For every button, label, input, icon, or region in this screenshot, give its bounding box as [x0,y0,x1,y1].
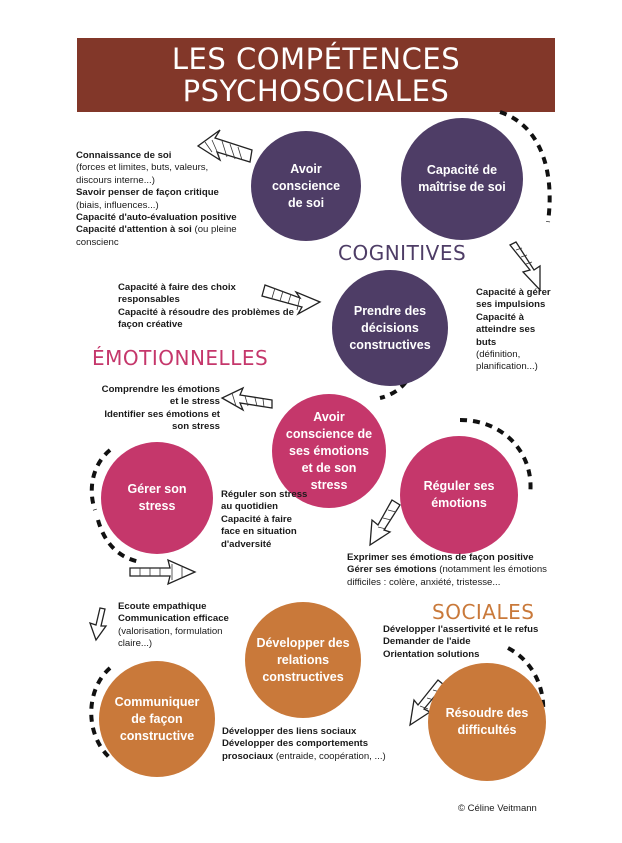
note-reguler: Exprimer ses émotions de façon positive Gérer ses émotions (notamment les émotions difficiles : colère, anxiété, tristesse... [347,552,547,588]
category-cognitives: COGNITIVES [338,241,467,265]
circle-relations: Développer des relations constructives [245,602,361,718]
circle-gerer-stress: Gérer son stress [101,442,213,554]
note-conscience-soi: Connaissance de soi (forces et limites, buts, valeurs, discours interne...) Savoir penser de façon critique (biais, influences...) Capacité d'auto-évaluation positive Capacité d'attention à soi (ou pleine conscienc [76,150,237,248]
circle-decisions: Prendre des décisions constructives [332,270,448,386]
circle-maitrise-de-soi: Capacité de maîtrise de soi [401,118,523,240]
circle-conscience-emotions: Avoir conscience de ses émotions et de son stress [272,394,386,508]
circle-resoudre: Résoudre des difficultés [428,663,546,781]
category-sociales: SOCIALES [432,600,535,624]
arrow-to-communication [90,608,106,640]
note-emotions: Comprendre les émotions et le stress Identifier ses émotions et son stress [101,384,220,433]
note-maitrise: Capacité à gérer ses impulsions Capacité à atteindre ses buts (définition, planification...) [476,287,551,373]
circle-reguler-emotions: Réguler ses émotions [400,436,518,554]
arrow-to-emotions-note [222,388,272,410]
note-decisions: Capacité à faire des choix responsables Capacité à résoudre des problèmes de façon créative [118,282,294,331]
category-emotionnelles: ÉMOTIONNELLES [92,346,269,370]
note-relations: Développer des liens sociaux Développer des comportements prosociaux (entraide, coopération, ...) [222,726,386,762]
circle-communiquer: Communiquer de façon constructive [99,661,215,777]
note-stress: Réguler son stress au quotidien Capacité à faire face en situation d'adversité [221,489,308,550]
arrow-from-reguler [370,500,400,545]
copyright: © Céline Veitmann [458,803,537,814]
title-line-2: PSYCHOSOCIALES [182,74,450,108]
title-line-1: LES COMPÉTENCES [171,42,461,76]
arrow-from-maitrise [510,242,540,290]
note-communication: Ecoute empathique Communication efficace (valorisation, formulation claire...) [118,601,229,650]
note-resoudre: Développer l'assertivité et le refus Demander de l'aide Orientation solutions [383,624,539,660]
circle-conscience-de-soi: Avoir conscience de soi [251,131,361,241]
